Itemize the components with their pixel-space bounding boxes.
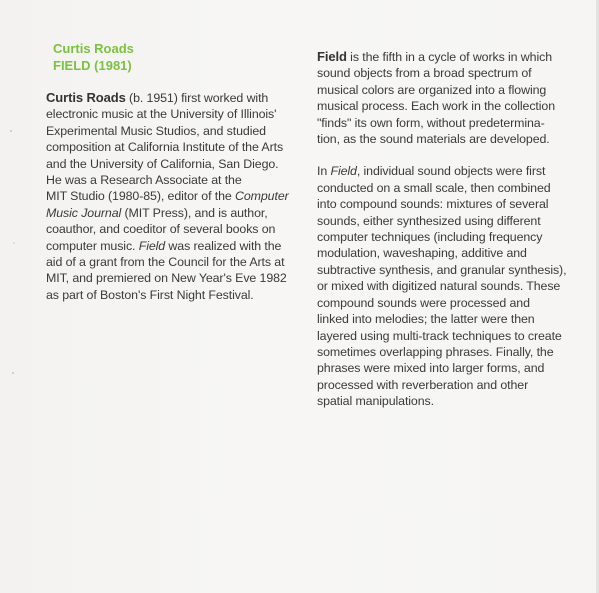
bio-line: as part of Boston's First Night Festival. bbox=[46, 287, 254, 302]
notes-line: conducted on a small scale, then combined bbox=[317, 180, 551, 195]
notes-line: sounds, either synthesized using different bbox=[317, 213, 541, 228]
notes-line bbox=[317, 49, 569, 65]
journal-title: Music Journal bbox=[46, 205, 122, 220]
bio-line bbox=[46, 238, 296, 254]
notes-line: tion, as the sound materials are developed. bbox=[317, 132, 550, 147]
notes-line: sound objects from a broad spectrum of bbox=[317, 66, 532, 81]
bio-line: and the University of California, San Diego. bbox=[46, 156, 279, 171]
bio-line bbox=[46, 205, 296, 221]
notes-line: modulation, waveshaping, additive and bbox=[317, 246, 527, 261]
bio-line: coauthor, and coeditor of several books on bbox=[46, 222, 276, 237]
bio-line: composition at California Institute of the Arts bbox=[46, 140, 284, 155]
bio-text: (b. 1951) first worked with bbox=[125, 91, 269, 105]
notes-line bbox=[317, 163, 569, 179]
notes-line: spatial manipulations. bbox=[317, 394, 434, 409]
notes-paragraph-1 bbox=[317, 49, 569, 147]
bio-line bbox=[46, 90, 296, 106]
notes-line: compound sounds were processed and bbox=[317, 295, 530, 310]
notes-text: , individual sound objects were first bbox=[356, 164, 546, 179]
paper-speck bbox=[12, 372, 14, 374]
journal-title: Computer bbox=[235, 189, 289, 204]
notes-line: phrases were mixed into larger forms, and bbox=[317, 361, 545, 376]
notes-line: into compound sounds: mixtures of several bbox=[317, 197, 549, 212]
notes-line: layered using multi-track techniques to create bbox=[317, 328, 562, 343]
notes-line: musical colors are organized into a flowing bbox=[317, 82, 547, 97]
program-notes bbox=[317, 49, 569, 410]
bio-line: aid of a grant from the Council for the Arts at bbox=[46, 255, 285, 270]
composer-bio bbox=[46, 90, 296, 303]
bio-line: He was a Research Associate at the bbox=[46, 173, 242, 188]
notes-paragraph-2 bbox=[317, 163, 569, 409]
notes-line: "finds" its own form, without predetermina- bbox=[317, 115, 545, 130]
bio-line: MIT, and premiered on New Year's Eve 1982 bbox=[46, 271, 287, 286]
work-name-italic: Field bbox=[138, 238, 166, 253]
notes-text: In bbox=[317, 164, 331, 179]
bio-line: electronic music at the University of Illinois' bbox=[46, 107, 277, 122]
notes-text: is the fifth in a cycle of works in which bbox=[346, 50, 552, 64]
notes-line: sometimes overlapping phrases. Finally, the bbox=[317, 344, 554, 359]
notes-line: subtractive synthesis, and granular synthesis), bbox=[317, 262, 567, 277]
work-header bbox=[53, 40, 134, 74]
work-name-italic: Field bbox=[330, 164, 357, 179]
bio-text: (MIT Press), and is author, bbox=[121, 205, 268, 220]
notes-line: musical process. Each work in the collection bbox=[317, 99, 556, 114]
bio-line: Experimental Music Studios, and studied bbox=[46, 123, 266, 138]
bio-line bbox=[46, 188, 296, 204]
bio-text: was realized with the bbox=[165, 238, 282, 253]
work-title: FIELD (1981) bbox=[53, 58, 132, 73]
notes-line: linked into melodies; the latter were then bbox=[317, 312, 535, 327]
notes-line: computer techniques (including frequency bbox=[317, 230, 543, 245]
work-name-bold: Field bbox=[317, 49, 347, 64]
notes-line: processed with reverberation and other bbox=[317, 377, 529, 392]
bio-text: computer music. bbox=[46, 238, 139, 253]
bio-text: MIT Studio (1980-85), editor of the bbox=[46, 189, 236, 204]
notes-line: or mixed with digitized natural sounds. These bbox=[317, 279, 561, 294]
paper-speck bbox=[10, 130, 12, 132]
paper-speck bbox=[13, 242, 15, 244]
bio-composer-name: Curtis Roads bbox=[46, 90, 126, 105]
composer-name: Curtis Roads bbox=[53, 41, 134, 56]
